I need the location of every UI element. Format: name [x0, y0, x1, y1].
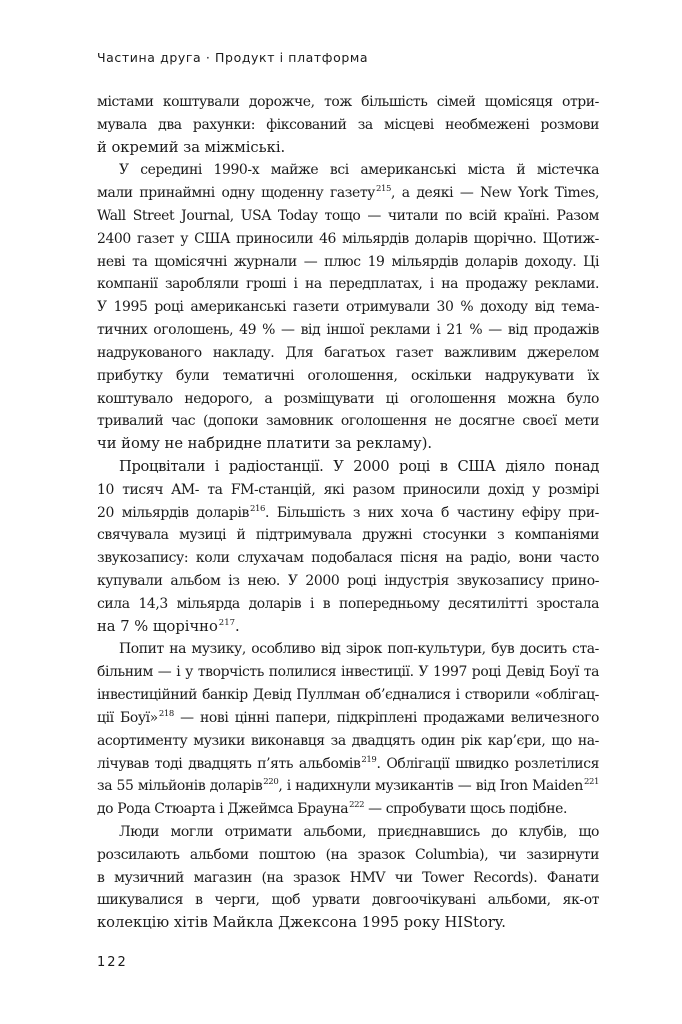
text-line: містами коштували дорожче, тож більшість сімей щомісяця отри-: [97, 94, 599, 110]
footnote-ref: 218: [158, 708, 174, 719]
text-line: асортименту музики виконавця за двадцять один рік кар’єри, що на-: [97, 732, 599, 749]
text-line: тривалий час (допоки замовник оголошення не досягне своєї мети: [97, 413, 599, 430]
text-line: коштувало недорого, а розміщувати ці оголошення можна було: [97, 390, 599, 407]
footnote-ref: 219: [361, 754, 377, 765]
text-line: Попит на музику, особливо від зірок поп-культури, був досить ста-: [119, 641, 599, 658]
text-line: 2400 газет у США приносили 46 мільярдів доларів щорічно. Щотиж-: [97, 230, 599, 247]
text-line: мали принаймні одну щоденну газету$^{215}$, а деякі — New York Times,: [97, 184, 599, 202]
text-line: компанії заробляли гроші і на передплатах, і на продажу реклами.: [97, 276, 599, 293]
text-line: інвестиційний банкір Девід Пуллман об’єдналися і створили «облігац-: [97, 687, 599, 704]
text-line: свячувала музиці й підтримувала дружні стосунки з компаніями: [97, 527, 599, 544]
footnote-ref: 222: [349, 800, 365, 811]
text-line: звукозапису: коли слухачам подобалася пісня на радіо, вони часто: [97, 550, 599, 567]
text-line: й окремий за міжміські.: [97, 138, 286, 156]
text-line: Wall Street Journal, USA Today тощо — читали по всій країні. Разом: [97, 208, 599, 225]
text-line: за 55 мільйонів доларів$^{220}$, і надихнули музикантів — від Iron Maiden$^{221}$: [97, 777, 599, 795]
text-line: прибутку були тематичні оголошення, оскільки надрукувати їх: [97, 367, 599, 384]
footnote-ref: 220: [263, 777, 279, 788]
text-line: лічував тоді двадцять п’ять альбомів$^{219}$. Облігації швидко розлетілися: [97, 754, 599, 772]
text-line: чи йому не набридне платити за рекламу).: [97, 435, 433, 453]
text-line: неві та щомісячні журнали — плюс 19 мільярдів доларів доходу. Ці: [97, 253, 599, 270]
footnote-ref: 221: [583, 777, 599, 788]
text-line: надрукованого накладу. Для багатьох газет важливим джерелом: [97, 344, 599, 361]
text-line: сила 14,3 мільярда доларів і в попередньому десятилітті зростала: [97, 595, 599, 612]
text-line: купували альбом із нею. У 2000 році індустрія звукозапису прино-: [97, 573, 599, 590]
text-line: до Рода Стюарта і Джеймса Брауна$^{222}$ — спробувати щось подібне.: [97, 800, 567, 818]
footnote-ref: 216: [249, 503, 265, 514]
text-line: Люди могли отримати альбоми, приєднавшись до клубів, що: [119, 823, 599, 840]
text-line: більним — і у творчість полилися інвестиції. У 1997 році Девід Боуї та: [97, 664, 599, 681]
text-line: 20 мільярдів доларів$^{216}$. Більшість з них хоча б частину ефіру при-: [97, 503, 599, 521]
text-line: 10 тисяч AM- та FM-станцій, які разом приносили дохід у розмірі: [97, 481, 599, 498]
text-line: розсилають альбоми поштою (на зразок Columbia), чи зазирнути: [97, 846, 599, 863]
text-line: колекцію хітів Майкла Джексона 1995 року HIStory.: [97, 914, 506, 932]
footnote-ref: 215: [375, 184, 391, 195]
running-head: Частина друга · Продукт і платформа: [97, 50, 369, 65]
text-line: в музичний магазин (на зразок HMV чи Tower Records). Фанати: [97, 869, 599, 886]
text-line: тичних оголошень, 49 % — від іншої реклами і 21 % — від продажів: [97, 322, 599, 339]
footnote-ref: 217: [218, 617, 236, 628]
text-line: У середині 1990-х майже всі американські міста й містечка: [119, 162, 599, 179]
text-line: У 1995 році американські газети отримували 30 % доходу від тема-: [97, 299, 599, 316]
text-line: на 7 % щорічно$^{217}$.: [97, 617, 240, 635]
text-line: Процвітали і радіостанції. У 2000 році в США діяло понад: [119, 457, 599, 475]
text-line: ції Боуї»$^{218}$ — нові цінні папери, підкріплені продажами величезного: [97, 708, 599, 726]
text-line: шикувалися в черги, щоб урвати довгоочікувані альбоми, як-от: [97, 892, 599, 909]
page-number: 122: [97, 955, 128, 970]
text-line: мувала два рахунки: фіксований за місцеві необмежені розмови: [97, 116, 599, 133]
